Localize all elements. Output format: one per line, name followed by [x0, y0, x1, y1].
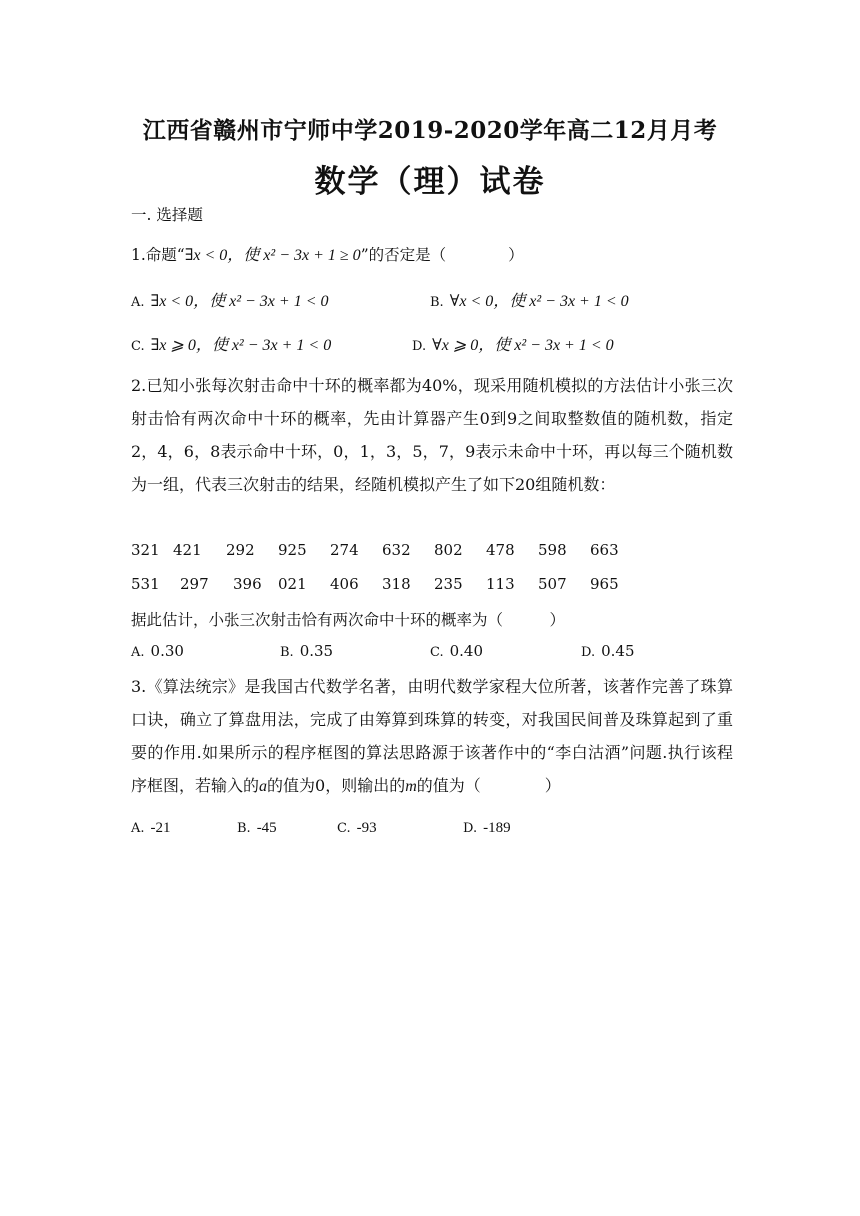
q2-option-b-text: 0.35	[299, 642, 334, 660]
q1-option-a-label: A.	[131, 295, 145, 310]
q1-stem-prefix: 1.命题“	[131, 246, 185, 264]
q2-random-number: 531	[131, 575, 160, 593]
q3-var-m: m	[405, 778, 417, 795]
q3-option-b-text: -45	[256, 820, 277, 836]
q2-random-number: 318	[382, 575, 411, 593]
exam-subtitle: 数学（理）试卷	[314, 164, 546, 200]
q2-random-number: 925	[278, 541, 307, 559]
q1-option-d-label: D.	[412, 339, 427, 354]
q1-option-d-text: ∀x ⩾ 0，使 x² − 3x + 1 < 0	[432, 337, 614, 354]
q3-option-c-label: C.	[337, 821, 351, 836]
q1-option-b-text: ∀x < 0，使 x² − 3x + 1 < 0	[449, 293, 629, 310]
q3-option-b[interactable]	[237, 818, 277, 837]
q2-random-number: 021	[278, 575, 307, 593]
q2-random-number: 292	[226, 541, 255, 559]
q1-stem-math: ∃x < 0，使 x² − 3x + 1 ≥ 0	[184, 247, 361, 264]
q1-option-b-label: B.	[430, 295, 444, 310]
q3-stem	[131, 670, 733, 803]
q2-question: 据此估计，小张三次射击恰有两次命中十环的概率为（ ）	[131, 611, 566, 629]
q2-option-a-label: A.	[131, 645, 145, 660]
q1-option-d[interactable]	[412, 332, 614, 355]
q3-option-a[interactable]	[131, 818, 171, 837]
q2-random-number: 598	[538, 541, 567, 559]
q2-stem: 2.已知小张每次射击命中十环的概率都为40%，现采用随机模拟的方法估计小张三次射击恰有两次命中十环的概率，先由计算器产生0到9之间取整数值的随机数，指定2，4，6，8表示命中十环，0，1，3，5，7，9表示未命中十环，再以每三个随机数为一组，代表三次射击的结果，经随机模拟产生了如下20组随机数：	[131, 376, 733, 494]
q2-random-number: 406	[330, 575, 359, 593]
q2-option-b[interactable]	[280, 642, 333, 660]
q2-option-d[interactable]	[581, 642, 635, 660]
q3-option-c-text: -93	[356, 820, 377, 836]
q2-random-number: 478	[486, 541, 515, 559]
q2-random-number: 396	[233, 575, 262, 593]
q1-option-b[interactable]	[430, 288, 629, 311]
exam-title: 江西省赣州市宁师中学2019-2020学年高二12月月考	[142, 117, 718, 144]
q1-option-c[interactable]	[131, 332, 331, 355]
q3-option-c[interactable]	[337, 818, 377, 837]
q3-option-a-label: A.	[131, 821, 145, 836]
q2-random-number: 274	[330, 541, 359, 559]
q3-var-a: a	[259, 778, 268, 795]
q2-random-number: 802	[434, 541, 463, 559]
q1-option-a[interactable]	[131, 288, 329, 311]
q3-option-a-text: -21	[150, 820, 171, 836]
q2-random-number: 297	[180, 575, 209, 593]
q1-option-c-label: C.	[131, 339, 145, 354]
q1-stem	[131, 242, 524, 265]
q2-option-a[interactable]	[131, 642, 184, 660]
q3-stem-part1: 3.《算法统宗》是我国古代数学名著，由明代数学家程大位所著，该著作完善了珠算口诀，确立了算盘用法，完成了由筹算到珠算的转变，对我国民间普及珠算起到了重要的作用.如果所示的程序框图的算法思路源于该著作中的“李白沽酒”问题.执行该程序框图，若输入的	[131, 677, 733, 795]
q2-option-c-label: C.	[430, 645, 444, 660]
q2-random-number: 965	[590, 575, 619, 593]
q2-random-number: 421	[173, 541, 202, 559]
q1-stem-suffix: ”的否定是（ ）	[360, 246, 524, 264]
q1-option-a-text: ∃x < 0，使 x² − 3x + 1 < 0	[150, 293, 329, 310]
q1-option-c-text: ∃x ⩾ 0，使 x² − 3x + 1 < 0	[150, 337, 332, 354]
q2-option-c[interactable]	[430, 642, 483, 660]
q2-random-row-2	[131, 575, 651, 595]
q2-option-c-text: 0.40	[449, 642, 484, 660]
q2-random-number: 507	[538, 575, 567, 593]
q2-option-d-label: D.	[581, 645, 596, 660]
q2-option-d-text: 0.45	[601, 642, 635, 660]
q2-random-number: 632	[382, 541, 411, 559]
q3-stem-part3: 的值为（ ）	[416, 776, 561, 795]
q3-option-d[interactable]	[463, 818, 511, 837]
q2-random-number: 321	[131, 541, 160, 559]
q2-random-number: 113	[486, 575, 515, 593]
q2-random-row-1	[131, 541, 651, 561]
q2-option-b-label: B.	[280, 645, 294, 660]
q2-random-number: 235	[434, 575, 463, 593]
q2-random-number: 663	[590, 541, 619, 559]
section-heading: 一. 选择题	[131, 206, 203, 224]
q3-stem-part2: 的值为0，则输出的	[267, 776, 406, 795]
q3-option-b-label: B.	[237, 821, 251, 836]
q3-option-d-label: D.	[463, 821, 478, 836]
q3-option-d-text: -189	[483, 820, 511, 836]
q2-option-a-text: 0.30	[150, 642, 184, 660]
